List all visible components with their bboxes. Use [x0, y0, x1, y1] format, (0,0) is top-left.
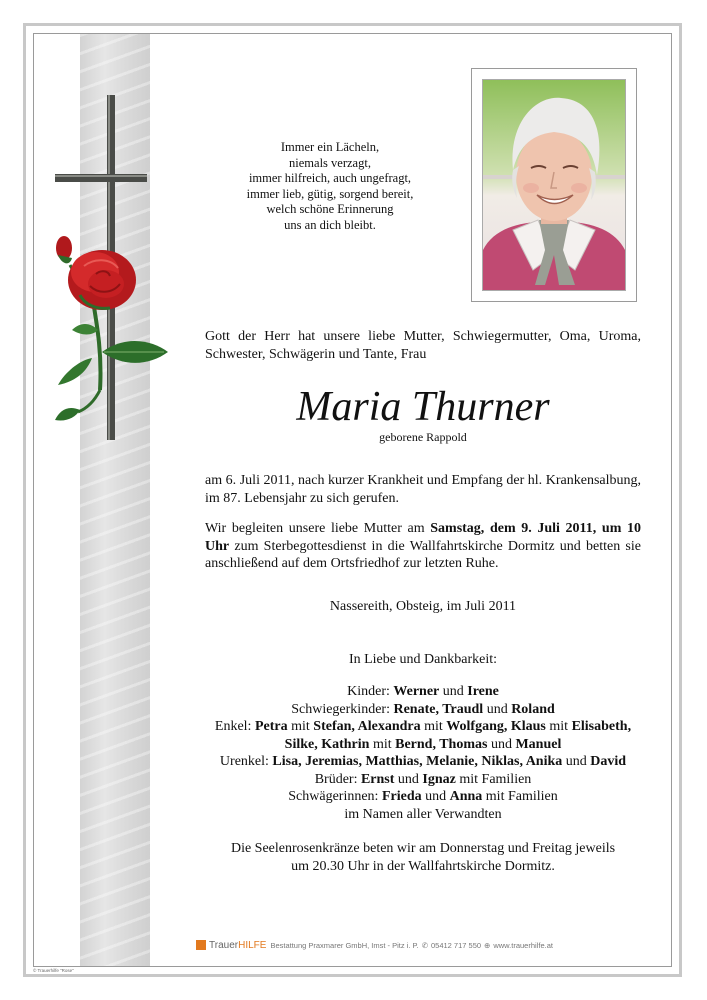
portrait-frame: [471, 68, 637, 302]
intro-text: Gott der Herr hat unsere liebe Mutter, Schwiegermutter, Oma, Uroma, Schwester, Schwägerin und Tante, Frau: [205, 329, 641, 362]
mourners-list: [205, 683, 641, 823]
connector: und: [487, 736, 516, 752]
poem-line: niemals verzagt,: [289, 155, 371, 170]
mourner-name: Frieda: [381, 789, 422, 804]
mourner-name: Petra: [254, 719, 288, 734]
globe-icon: ⊕: [484, 940, 491, 950]
funeral-date: Samstag, dem 9. Juli 2011, um 10 Uhr: [205, 521, 641, 554]
connector: und: [421, 789, 450, 804]
mourner-name: Elisabeth,: [571, 719, 632, 734]
funeral-text-rest: zum Sterbegottesdienst in die Wallfahrtskirche Dormitz und betten sie anschließend auf dem Ortsfriedhof zur letzten Ruhe.: [205, 538, 641, 571]
connector: und: [562, 754, 591, 769]
relation-label: Schwägerinnen:: [288, 789, 382, 804]
portrait-photo: [482, 79, 626, 291]
poem-line: welch schöne Erinnerung: [266, 202, 394, 217]
relation-label: Urenkel:: [219, 754, 273, 769]
mourner-name: Anna: [449, 789, 483, 804]
connector: mit Familien: [482, 789, 558, 804]
connector: mit: [545, 719, 572, 734]
death-notice: am 6. Juli 2011, nach kurzer Krankheit und Empfang der hl. Krankensalbung, im 87. Lebensjahr zu sich gerufen.: [205, 473, 641, 506]
relation-label: Kinder:: [347, 684, 394, 699]
mourners-verwandte: im Namen aller Verwandten: [344, 806, 502, 822]
mourner-name: Roland: [511, 701, 555, 717]
funeral-notice: [205, 520, 641, 573]
relation-label: Enkel:: [214, 719, 255, 734]
logo-text-highlight: HILFE: [238, 939, 267, 951]
mourner-name: Manuel: [515, 736, 562, 752]
mourners-urenkel: [205, 753, 641, 771]
poem: [220, 140, 440, 234]
mourner-name: Renate, Traudl: [393, 701, 484, 717]
funeral-text: Wir begleiten unsere liebe Mutter am: [205, 521, 431, 536]
mourners-enkel-cont: [205, 736, 641, 754]
poem-line: immer hilfreich, auch ungefragt,: [248, 171, 412, 186]
footer: [196, 937, 553, 953]
footer-phone: 05412 717 550: [430, 940, 482, 950]
connector: und: [483, 701, 512, 717]
mourners-kinder: [205, 683, 641, 701]
trauerhilfe-logo: [209, 940, 266, 951]
trauerhilfe-logo-icon: [196, 940, 206, 950]
mourner-name: Ernst: [360, 771, 395, 787]
portrait-image: [483, 80, 625, 290]
phone-icon: ✆: [421, 940, 428, 950]
rosary-line: um 20.30 Uhr in der Wallfahrtskirche Dormitz.: [291, 858, 555, 874]
connector: und: [394, 771, 423, 787]
place-date: Nassereith, Obsteig, im Juli 2011: [329, 599, 517, 614]
mourner-name: Silke, Kathrin: [284, 736, 370, 752]
mourners-enkel: [205, 718, 641, 736]
mourners-schwaegerinnen: [205, 788, 641, 806]
mourners-brueder: [205, 771, 641, 789]
rosary-line: Die Seelenrosenkränze beten wir am Donnerstag und Freitag jeweils: [230, 841, 616, 856]
mourner-name: Lisa, Jeremias, Matthias, Melanie, Niklas, Anika: [272, 754, 563, 769]
poem-line: uns an dich bleibt.: [284, 217, 376, 232]
birth-name: geborene Rappold: [379, 430, 467, 444]
footer-company: Bestattung Praxmarer GmbH, Imst - Pitz i. P.: [270, 940, 419, 950]
mourner-name: Bernd, Thomas: [395, 736, 488, 752]
cross-with-rose: [40, 90, 180, 450]
cross-rose-icon: [40, 90, 180, 450]
relation-label: Schwiegerkinder:: [291, 701, 394, 717]
poem-line: immer lieb, gütig, sorgend bereit,: [246, 186, 414, 201]
connector: mit Familien: [455, 771, 532, 787]
copyright: © Trauerhilfe "Rose": [33, 968, 74, 973]
thanks-heading: In Liebe und Dankbarkeit:: [348, 652, 498, 667]
connector: mit: [369, 736, 396, 752]
mourner-name: Stefan, Alexandra: [313, 719, 421, 734]
mourner-name: Ignaz: [422, 771, 456, 787]
deceased-name: Maria Thurner: [296, 384, 550, 430]
mourner-name: Irene: [467, 684, 499, 699]
mourner-name: Werner: [393, 684, 440, 699]
mourners-schwiegerkinder: [205, 701, 641, 719]
rosary-notice: [205, 840, 641, 875]
mourner-name: Wolfgang, Klaus: [446, 719, 546, 734]
connector: mit: [287, 719, 314, 734]
connector: und: [439, 684, 468, 699]
relation-label: Brüder:: [314, 771, 361, 787]
connector: mit: [420, 719, 447, 734]
footer-web[interactable]: www.trauerhilfe.at: [493, 940, 553, 950]
logo-text: Trauer: [209, 939, 239, 951]
poem-line: Immer ein Lächeln,: [280, 140, 380, 154]
mourner-name: David: [590, 754, 627, 769]
